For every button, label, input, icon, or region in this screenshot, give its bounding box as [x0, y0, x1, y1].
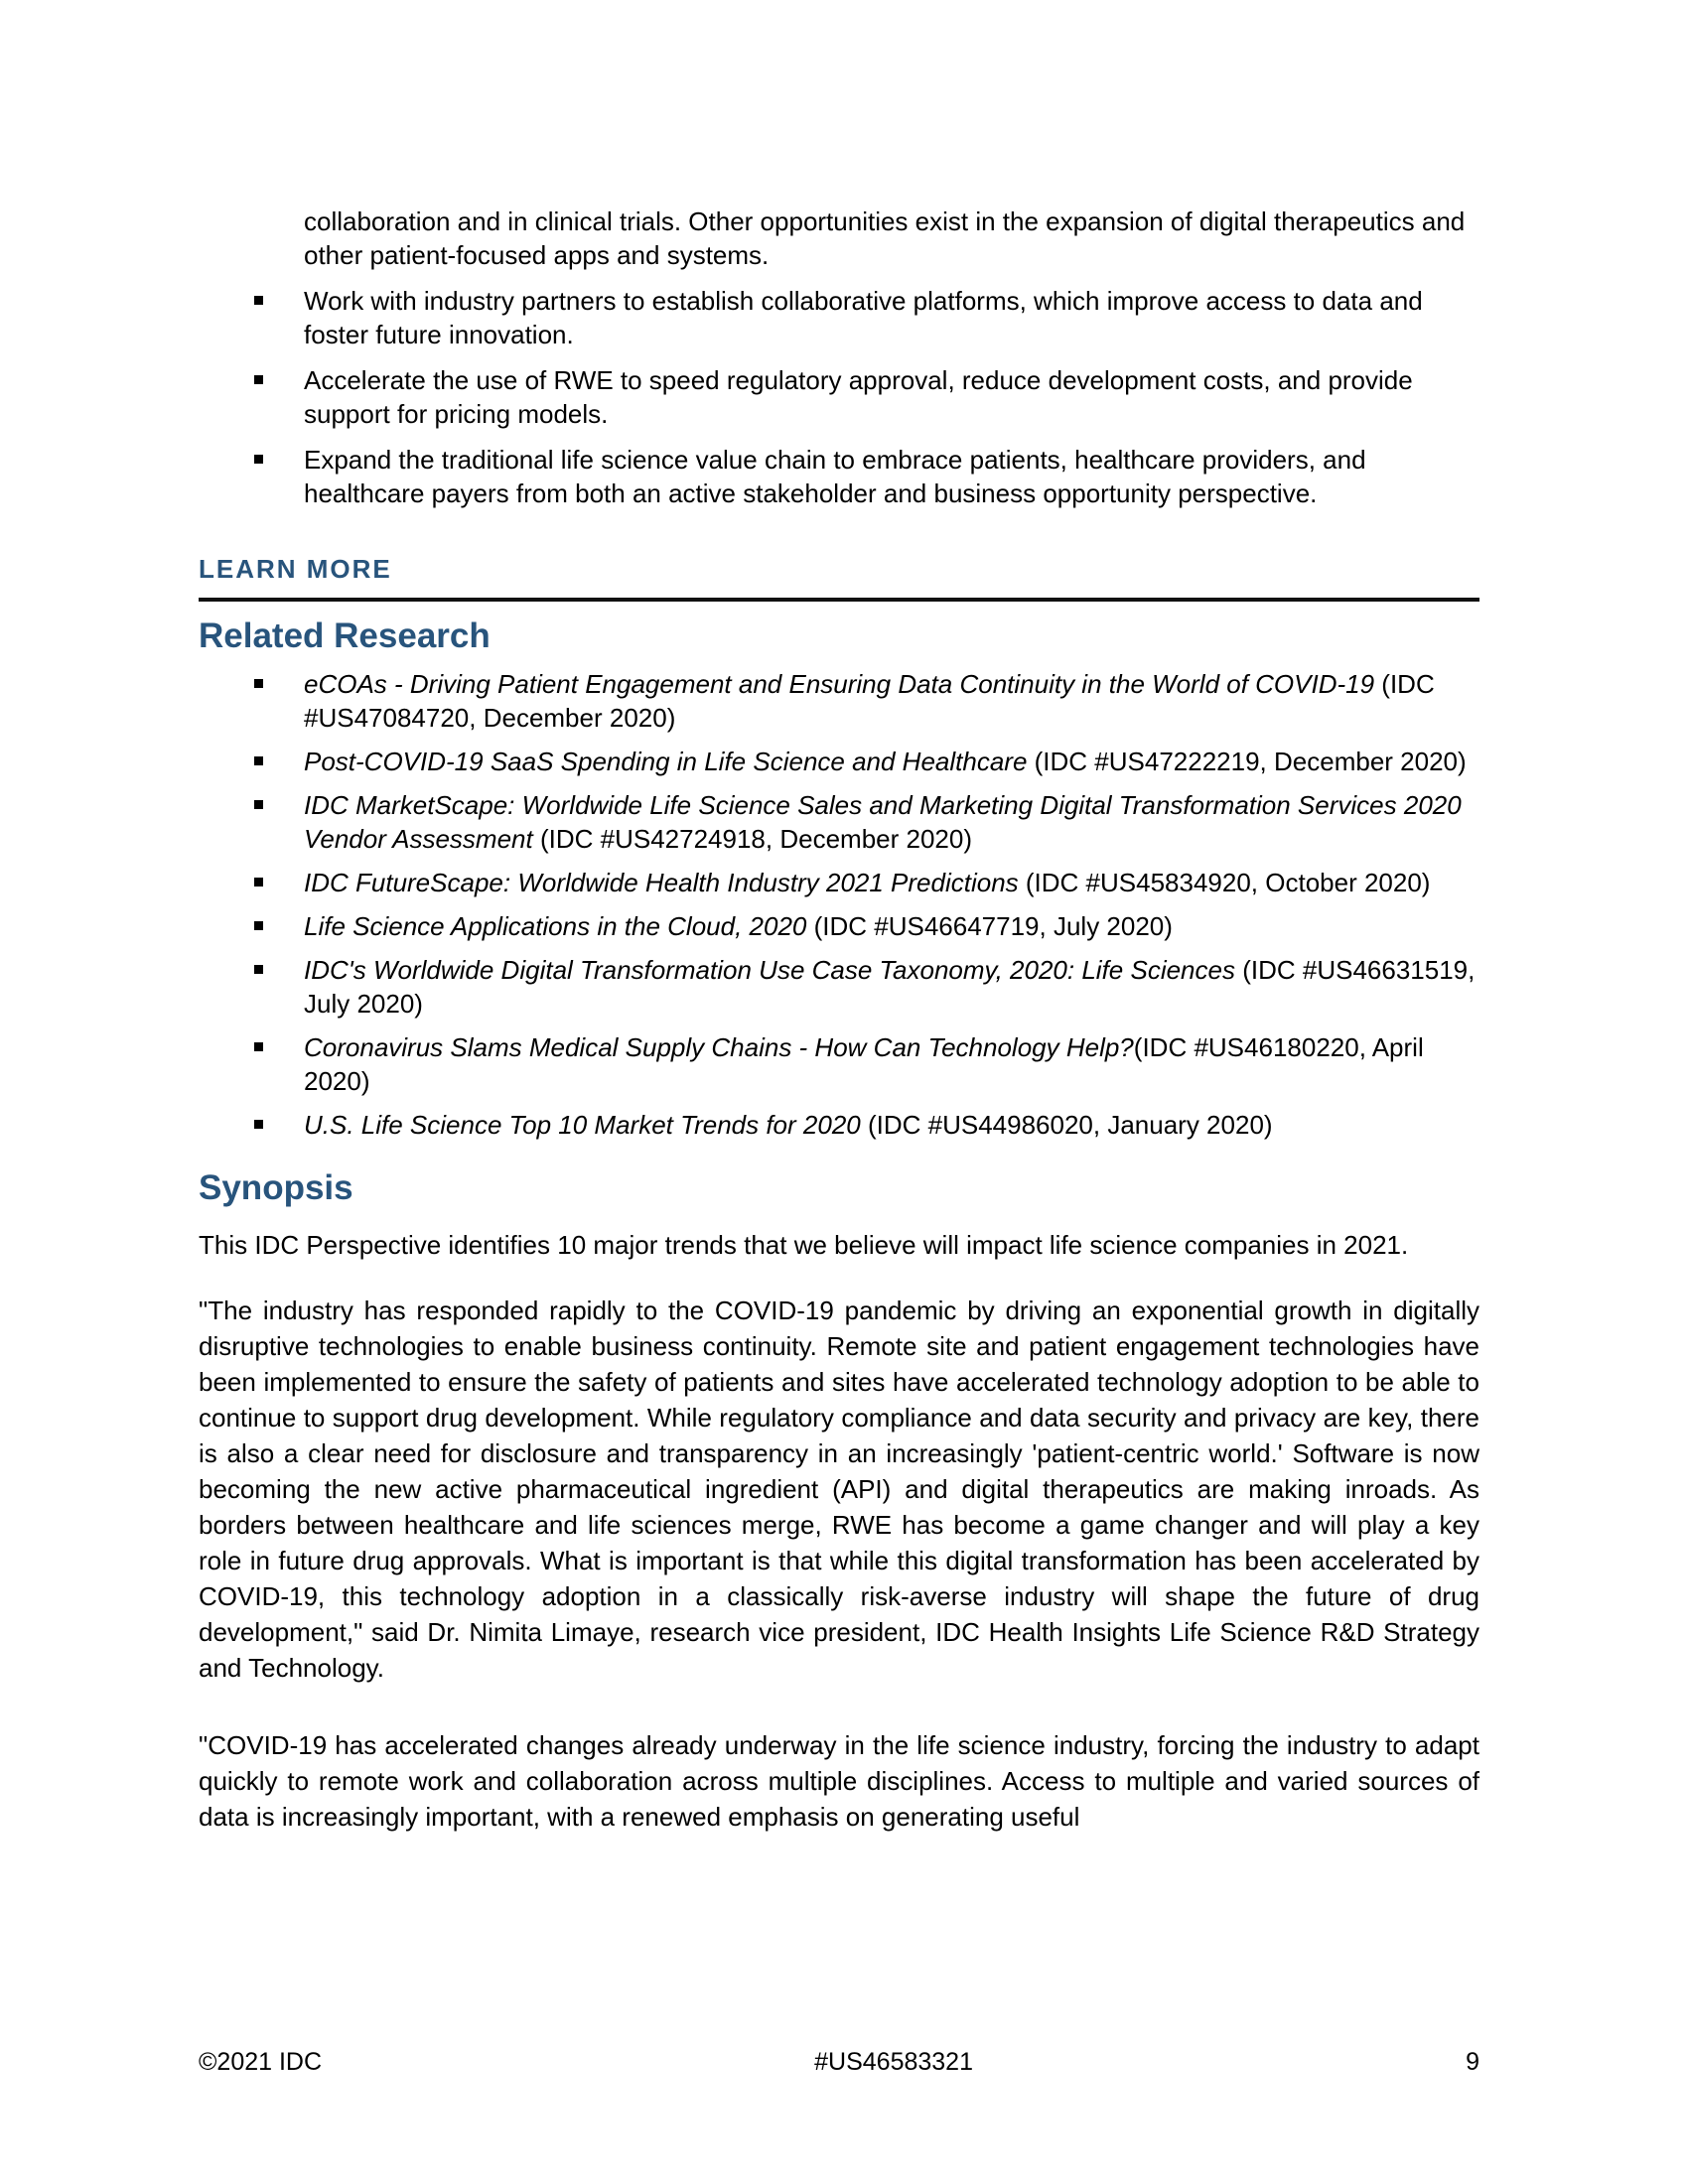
- square-bullet-icon: [254, 921, 263, 930]
- research-list-item: [199, 1030, 1479, 1098]
- research-citation: (IDC #US46180220, April 2020): [304, 1032, 1424, 1096]
- square-bullet-icon: [254, 756, 263, 765]
- research-title: IDC FutureScape: Worldwide Health Industry 2021 Predictions: [304, 868, 1019, 897]
- research-title: eCOAs - Driving Patient Engagement and Ensuring Data Continuity in the World of COVID-19: [304, 669, 1375, 699]
- research-citation: (IDC #US42724918, December 2020): [532, 824, 972, 854]
- research-list-item: [199, 909, 1479, 943]
- research-citation: (IDC #US45834920, October 2020): [1018, 868, 1431, 897]
- research-list-item: [199, 953, 1479, 1021]
- bullet-text: Work with industry partners to establish collaborative platforms, which improve access to data and foster future innovation.: [304, 286, 1423, 349]
- square-bullet-icon: [254, 455, 263, 464]
- list-item: [199, 443, 1479, 510]
- action-bullet-list: [199, 284, 1479, 510]
- bullet-text: Expand the traditional life science value chain to embrace patients, healthcare providers, and healthcare payers from both an active stakeholder and business opportunity perspective.: [304, 445, 1366, 508]
- square-bullet-icon: [254, 878, 263, 887]
- research-list-item: [199, 866, 1479, 899]
- research-list-item: [199, 1108, 1479, 1142]
- square-bullet-icon: [254, 800, 263, 809]
- research-list-item: [199, 745, 1479, 778]
- research-list-item: [199, 788, 1479, 856]
- research-citation: (IDC #US44986020, January 2020): [860, 1110, 1273, 1140]
- square-bullet-icon: [254, 375, 263, 384]
- research-citation: (IDC #US46647719, July 2020): [806, 911, 1173, 941]
- synopsis-heading: Synopsis: [199, 1168, 353, 1207]
- bullet-text: Accelerate the use of RWE to speed regulatory approval, reduce development costs, and provide support for pricing models.: [304, 365, 1413, 429]
- square-bullet-icon: [254, 296, 263, 305]
- list-item: [199, 284, 1479, 351]
- research-citation: (IDC #US47222219, December 2020): [1027, 747, 1467, 776]
- synopsis-paragraph: "The industry has responded rapidly to the COVID-19 pandemic by driving an exponential growth in digitally disruptive technologies to enable business continuity. Remote site and patient engagement technologies have been implemented to ensure the safety of patients and sites have accelerated technology adoption to be able to continue to support drug development. While regulatory compliance and data security and privacy are key, there is also a clear need for disclosure and transparency in an increasingly 'patient-centric world.' Software is now becoming the new active pharmaceutical ingredient (API) and digital therapeutics are making inroads. As borders between healthcare and life sciences merge, RWE has become a game changer and will play a key role in future drug approvals. What is important is that while this digital transformation has been accelerated by COVID-19, this technology adoption in a classically risk-averse industry will shape the future of drug development," said Dr. Nimita Limaye, research vice president, IDC Health Insights Life Science R&D Strategy and Technology.: [199, 1296, 1479, 1683]
- bullet-continuation-paragraph: collaboration and in clinical trials. Other opportunities exist in the expansion of digital therapeutics and other patient-focused apps and systems.: [304, 206, 1466, 270]
- page-content: [199, 205, 1479, 1835]
- research-title: Coronavirus Slams Medical Supply Chains - How Can Technology Help?: [304, 1032, 1134, 1062]
- research-title: IDC's Worldwide Digital Transformation Use Case Taxonomy, 2020: Life Sciences: [304, 955, 1235, 985]
- square-bullet-icon: [254, 965, 263, 974]
- research-title: U.S. Life Science Top 10 Market Trends for 2020: [304, 1110, 861, 1140]
- related-research-heading: Related Research: [199, 616, 491, 655]
- research-citation: (IDC #US46631519, July 2020): [304, 955, 1476, 1019]
- related-research-list: [199, 667, 1479, 1142]
- section-divider-rule: [199, 598, 1479, 602]
- footer-copyright: ©2021 IDC: [199, 2048, 323, 2076]
- page-footer: [199, 2047, 1479, 2077]
- footer-page-number: 9: [1466, 2048, 1479, 2076]
- synopsis-paragraph: "COVID-19 has accelerated changes already underway in the life science industry, forcing the industry to adapt quickly to remote work and collaboration across multiple disciplines. Access to multiple and varied sources of data is increasingly important, with a renewed emphasis on generating useful: [199, 1730, 1479, 1832]
- learn-more-heading: LEARN MORE: [199, 554, 392, 584]
- footer-doc-number: #US46583321: [814, 2048, 973, 2076]
- synopsis-paragraph: This IDC Perspective identifies 10 major trends that we believe will impact life science companies in 2021.: [199, 1230, 1409, 1260]
- research-title: IDC MarketScape: Worldwide Life Science Sales and Marketing Digital Transformation Services 2020 Vendor Assessment: [304, 790, 1462, 854]
- research-list-item: [199, 667, 1479, 735]
- list-item: [199, 363, 1479, 431]
- square-bullet-icon: [254, 1042, 263, 1051]
- square-bullet-icon: [254, 1120, 263, 1129]
- research-title: Post-COVID-19 SaaS Spending in Life Science and Healthcare: [304, 747, 1028, 776]
- research-citation: (IDC #US47084720, December 2020): [304, 669, 1435, 733]
- square-bullet-icon: [254, 679, 263, 688]
- research-title: Life Science Applications in the Cloud, 2020: [304, 911, 807, 941]
